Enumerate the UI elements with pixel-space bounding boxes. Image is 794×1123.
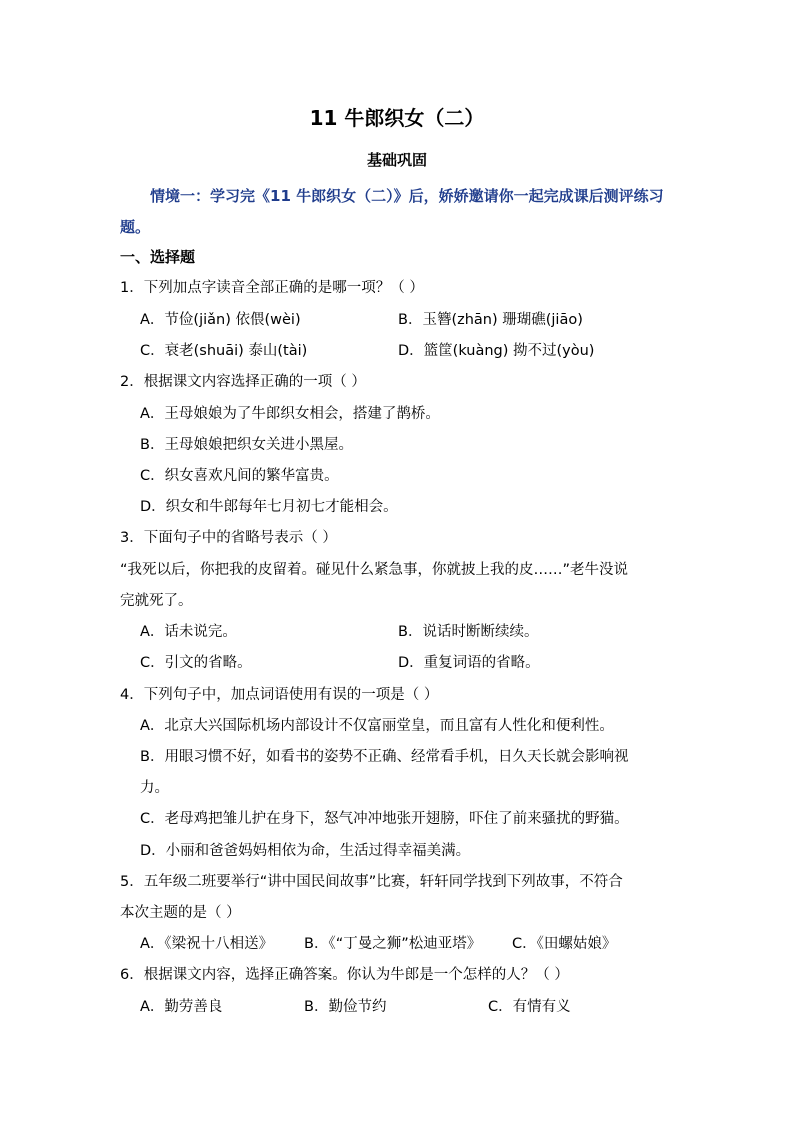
question-6-option-c: C．有情有义 <box>488 999 571 1015</box>
question-3-stem: 3．下面句子中的省略号表示（ ） <box>120 530 337 546</box>
section-subtitle: 基础巩固 <box>366 151 427 169</box>
question-2-option-b: B．王母娘娘把织女关进小黑屋。 <box>140 437 353 453</box>
question-1-option-c: C．衰老(shuāi) 泰山(tài) <box>140 343 308 359</box>
question-2-stem: 2．根据课文内容选择正确的一项（ ） <box>120 374 366 390</box>
question-3-option-a: A．话未说完。 <box>140 624 237 640</box>
question-2-option-c: C．织女喜欢凡间的繁华富贵。 <box>140 468 339 484</box>
question-6-option-a: A．勤劳善良 <box>140 999 223 1015</box>
question-5-stem-line-1: 5．五年级二班要举行“讲中国民间故事”比赛，轩轩同学找到下列故事，不符合 <box>120 874 623 890</box>
question-4-stem: 4．下列句子中，加点词语使用有误的一项是（ ） <box>120 687 439 703</box>
question-5-stem-line-2: 本次主题的是（ ） <box>120 905 241 921</box>
scenario-intro: 情境一：学习完《11 牛郎织女（二）》后，娇娇邀请你一起完成课后测评练习题。 <box>120 187 664 236</box>
question-4-option-c: C．老母鸡把雏儿护在身下，怒气冲冲地张开翅膀，吓住了前来骚扰的野猫。 <box>140 811 629 827</box>
question-1-option-d: D．篮筐(kuàng) 拗不过(yòu) <box>398 343 595 359</box>
question-4-option-a: A．北京大兴国际机场内部设计不仅富丽堂皇，而且富有人性化和便利性。 <box>140 718 614 734</box>
question-3-quote-line-2: 完就死了。 <box>120 593 193 609</box>
section-heading: 一、选择题 <box>120 248 196 266</box>
question-3-option-b: B．说话时断断续续。 <box>398 624 539 640</box>
question-5-option-a: A．《梁祝十八相送》 <box>140 936 274 952</box>
question-1-option-a: A．节俭(jiǎn) 依偎(wèi) <box>140 312 301 328</box>
question-1-stem: 1．下列加点字读音全部正确的是哪一项？（ ） <box>120 280 424 296</box>
question-2-option-d: D．织女和牛郎每年七月初七才能相会。 <box>140 499 398 515</box>
question-4-option-b-line-2: 力。 <box>140 780 169 796</box>
question-3-quote-line-1: “我死以后，你把我的皮留着。碰见什么紧急事，你就披上我的皮……”老牛没说 <box>120 562 629 578</box>
question-3-option-d: D．重复词语的省略。 <box>398 655 540 671</box>
question-6-stem: 6．根据课文内容，选择正确答案。你认为牛郎是一个怎样的人？（ ） <box>120 967 569 983</box>
question-2-option-a: A．王母娘娘为了牛郎织女相会，搭建了鹊桥。 <box>140 406 440 422</box>
question-5-option-b: B．《“丁曼之狮”松迪亚塔》 <box>304 936 482 952</box>
question-4-option-d: D．小丽和爸爸妈妈相依为命，生活过得幸福美满。 <box>140 843 471 859</box>
question-5-option-c: C．《田螺姑娘》 <box>512 936 617 952</box>
question-1-option-b: B．玉簪(zhān) 珊瑚礁(jiāo) <box>398 312 583 328</box>
question-4-option-b-line-1: B．用眼习惯不好，如看书的姿势不正确、经常看手机，日久天长就会影响视 <box>140 749 629 765</box>
question-3-option-c: C．引文的省略。 <box>140 655 252 671</box>
page-title: 11 牛郎织女（二） <box>309 106 485 130</box>
question-6-option-b: B．勤俭节约 <box>304 999 387 1015</box>
